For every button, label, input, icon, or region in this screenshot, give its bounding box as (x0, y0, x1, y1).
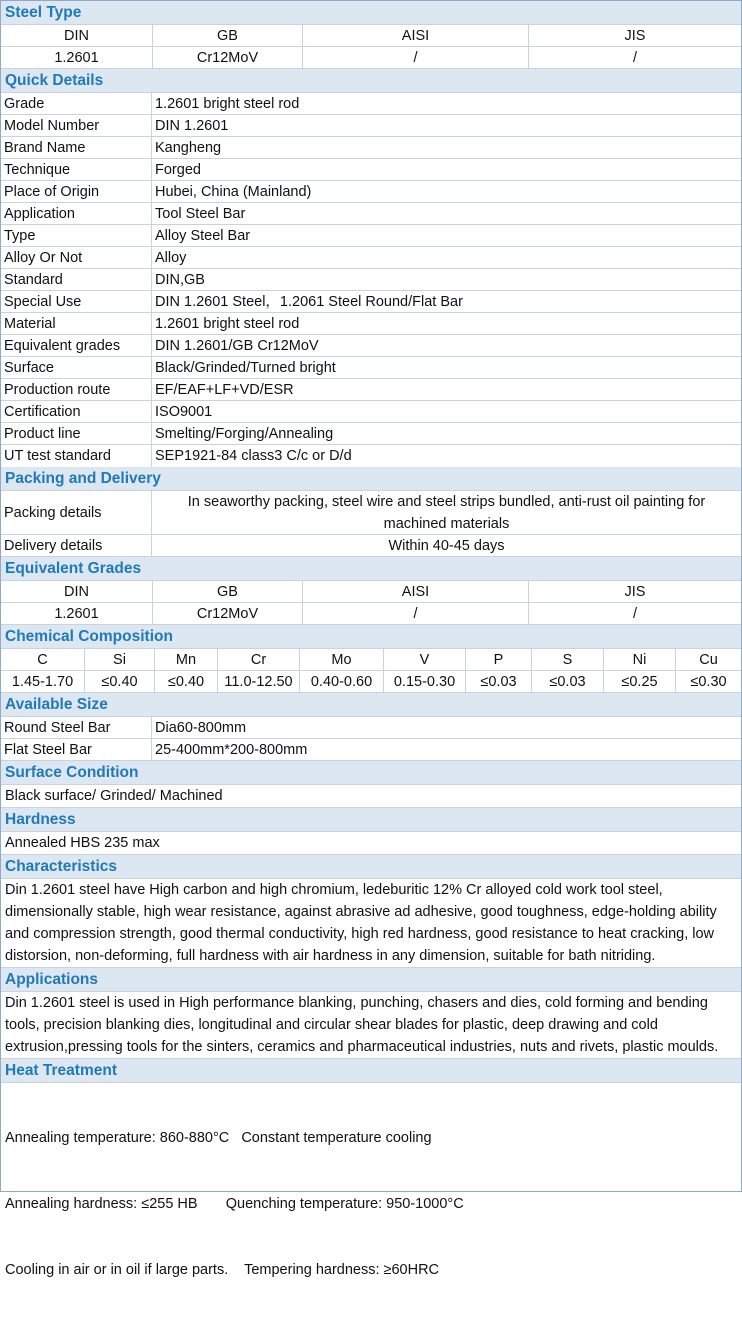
chemical-element-row (1, 649, 741, 671)
equivalent-value-row (1, 603, 741, 625)
section-title-equivalent-grades: Equivalent Grades (1, 557, 741, 581)
quick-details-value: Black/Grinded/Turned bright (155, 360, 336, 376)
equiv-value-aisi: / (303, 603, 529, 624)
heat-treatment-line: Annealing temperature: 860-880°C Constant temperature cooling (5, 1130, 432, 1146)
quick-details-key: Model Number (1, 115, 152, 136)
quick-details-value: Kangheng (155, 140, 222, 156)
section-title-characteristics: Characteristics (1, 855, 741, 879)
quick-details-row (1, 137, 741, 159)
element-mn: Mn (155, 649, 218, 670)
grade-header-jis: JIS (624, 28, 646, 44)
quick-details-row (1, 423, 741, 445)
delivery-key: Delivery details (1, 535, 152, 556)
quick-details-value: 1.2601 bright steel rod (155, 96, 300, 112)
grade-header-aisi: AISI (303, 25, 529, 46)
quick-details-key: Technique (1, 159, 152, 180)
quick-details-row (1, 291, 741, 313)
value-ni: ≤0.25 (604, 671, 676, 692)
section-title-steel-type: Steel Type (1, 1, 741, 25)
quick-details-row (1, 445, 741, 467)
element-si: Si (85, 649, 155, 670)
steel-type-header-row (1, 25, 741, 47)
quick-details-row (1, 313, 741, 335)
hardness-text: Annealed HBS 235 max (1, 832, 741, 855)
quick-details-value: 1.2601 bright steel rod (155, 316, 300, 332)
value-p: ≤0.03 (466, 671, 532, 692)
equiv-value-gb: Cr12MoV (153, 603, 303, 624)
quick-details-row (1, 225, 741, 247)
size-row-round (1, 717, 741, 739)
characteristics-text: Din 1.2601 steel have High carbon and high chromium, ledeburitic 12% Cr alloyed cold work tool steel, dimensionally stable, high wear resistance, against abrasive ad adhesive, good toughness, edge-holding ability and compression strength, good thermal conductivity, high red hardness, good resistance to heat cracking, low distorsion, non-deforming, full hardness with air hardness in any dimension, suitable for bath nitriding. (1, 879, 741, 968)
quick-details-value: Tool Steel Bar (155, 206, 246, 222)
section-title-heat-treatment: Heat Treatment (1, 1059, 741, 1083)
section-title-chemical: Chemical Composition (1, 625, 741, 649)
equiv-header-gb: GB (153, 581, 303, 602)
section-title-applications: Applications (1, 968, 741, 992)
size-key-round: Round Steel Bar (1, 717, 152, 738)
quick-details-row (1, 247, 741, 269)
size-value-flat: 25-400mm*200-800mm (155, 742, 308, 758)
quick-details-row (1, 159, 741, 181)
element-p: P (466, 649, 532, 670)
element-v: V (384, 649, 466, 670)
quick-details-value: ISO9001 (155, 404, 213, 420)
steel-type-value-row (1, 47, 741, 69)
grade-value-din: 1.2601 (1, 47, 153, 68)
quick-details-value: DIN 1.2601/GB Cr12MoV (155, 338, 319, 354)
quick-details-key: Type (1, 225, 152, 246)
quick-details-key: UT test standard (1, 445, 152, 467)
quick-details-row (1, 203, 741, 225)
quick-details-key: Standard (1, 269, 152, 290)
quick-details-row (1, 401, 741, 423)
quick-details-row (1, 269, 741, 291)
equivalent-header-row (1, 581, 741, 603)
grade-value-jis: / (632, 50, 638, 66)
quick-details-value: SEP1921-84 class3 C/c or D/d (155, 448, 352, 464)
element-s: S (532, 649, 604, 670)
delivery-value: Within 40-45 days (388, 538, 505, 554)
quick-details-key: Alloy Or Not (1, 247, 152, 268)
quick-details-row (1, 357, 741, 379)
grade-header-din: DIN (1, 25, 153, 46)
heat-treatment-line: Cooling in air or in oil if large parts. Tempering hardness: ≥60HRC (5, 1262, 440, 1278)
element-ni: Ni (604, 649, 676, 670)
quick-details-key: Brand Name (1, 137, 152, 158)
surface-condition-text: Black surface/ Grinded/ Machined (1, 785, 741, 808)
grade-header-gb: GB (153, 25, 303, 46)
packing-value: In seaworthy packing, steel wire and steel strips bundled, anti-rust oil painting for machined materials (187, 494, 706, 532)
element-cr: Cr (218, 649, 300, 670)
quick-details-value: DIN,GB (155, 272, 205, 288)
value-s: ≤0.03 (532, 671, 604, 692)
grade-value-aisi: / (303, 47, 529, 68)
quick-details-key: Special Use (1, 291, 152, 312)
heat-treatment-block (1, 1083, 741, 1325)
quick-details-value: Alloy Steel Bar (155, 228, 251, 244)
section-title-available-size: Available Size (1, 693, 741, 717)
element-c: C (1, 649, 85, 670)
value-mn: ≤0.40 (155, 671, 218, 692)
quick-details-row (1, 379, 741, 401)
value-cr: 11.0-12.50 (218, 671, 300, 692)
size-key-flat: Flat Steel Bar (1, 739, 152, 760)
section-title-quick-details: Quick Details (1, 69, 741, 93)
quick-details-value: Hubei, China (Mainland) (155, 184, 312, 200)
heat-treatment-line: Annealing hardness: ≤255 HB Quenching temperature: 950-1000°C (5, 1196, 464, 1212)
quick-details-key: Certification (1, 401, 152, 422)
applications-text: Din 1.2601 steel is used in High performance blanking, punching, chasers and dies, cold forming and bending tools, precision blanking dies, longitudinal and circular shear blades for plastic, deep drawing and cold extrusion,pressing tools for the sinters, ceramics and pharmaceutical industries, nuts and rivets, plastic moulds. (1, 992, 741, 1059)
equiv-value-din: 1.2601 (1, 603, 153, 624)
quick-details-value: DIN 1.2601 (155, 118, 229, 134)
size-row-flat (1, 739, 741, 761)
quick-details-row (1, 335, 741, 357)
value-cu: ≤0.30 (690, 674, 727, 690)
quick-details-value: Forged (155, 162, 201, 178)
quick-details-key: Product line (1, 423, 152, 444)
quick-details-table (1, 93, 741, 467)
quick-details-value: DIN 1.2601 Steel，1.2061 Steel Round/Flat Bar (155, 294, 463, 310)
quick-details-row (1, 181, 741, 203)
element-cu: Cu (699, 652, 718, 668)
quick-details-key: Surface (1, 357, 152, 378)
packing-row (1, 491, 741, 535)
quick-details-row (1, 93, 741, 115)
quick-details-key: Equivalent grades (1, 335, 152, 356)
quick-details-value: Alloy (155, 250, 187, 266)
quick-details-key: Place of Origin (1, 181, 152, 202)
equiv-header-aisi: AISI (303, 581, 529, 602)
quick-details-value: EF/EAF+LF+VD/ESR (155, 382, 294, 398)
chemical-value-row (1, 671, 741, 693)
section-title-surface-condition: Surface Condition (1, 761, 741, 785)
quick-details-key: Material (1, 313, 152, 334)
grade-value-gb: Cr12MoV (153, 47, 303, 68)
delivery-row (1, 535, 741, 557)
equiv-header-jis: JIS (624, 584, 646, 600)
value-v: 0.15-0.30 (384, 671, 466, 692)
value-si: ≤0.40 (85, 671, 155, 692)
section-title-hardness: Hardness (1, 808, 741, 832)
quick-details-row (1, 115, 741, 137)
quick-details-key: Grade (1, 93, 152, 114)
size-value-round: Dia60-800mm (155, 720, 247, 736)
quick-details-key: Application (1, 203, 152, 224)
value-c: 1.45-1.70 (1, 671, 85, 692)
quick-details-key: Production route (1, 379, 152, 400)
equiv-header-din: DIN (1, 581, 153, 602)
section-title-packing: Packing and Delivery (1, 467, 741, 491)
value-mo: 0.40-0.60 (300, 671, 384, 692)
equiv-value-jis: / (632, 606, 638, 622)
quick-details-value: Smelting/Forging/Annealing (155, 426, 334, 442)
element-mo: Mo (300, 649, 384, 670)
packing-key: Packing details (1, 491, 152, 534)
